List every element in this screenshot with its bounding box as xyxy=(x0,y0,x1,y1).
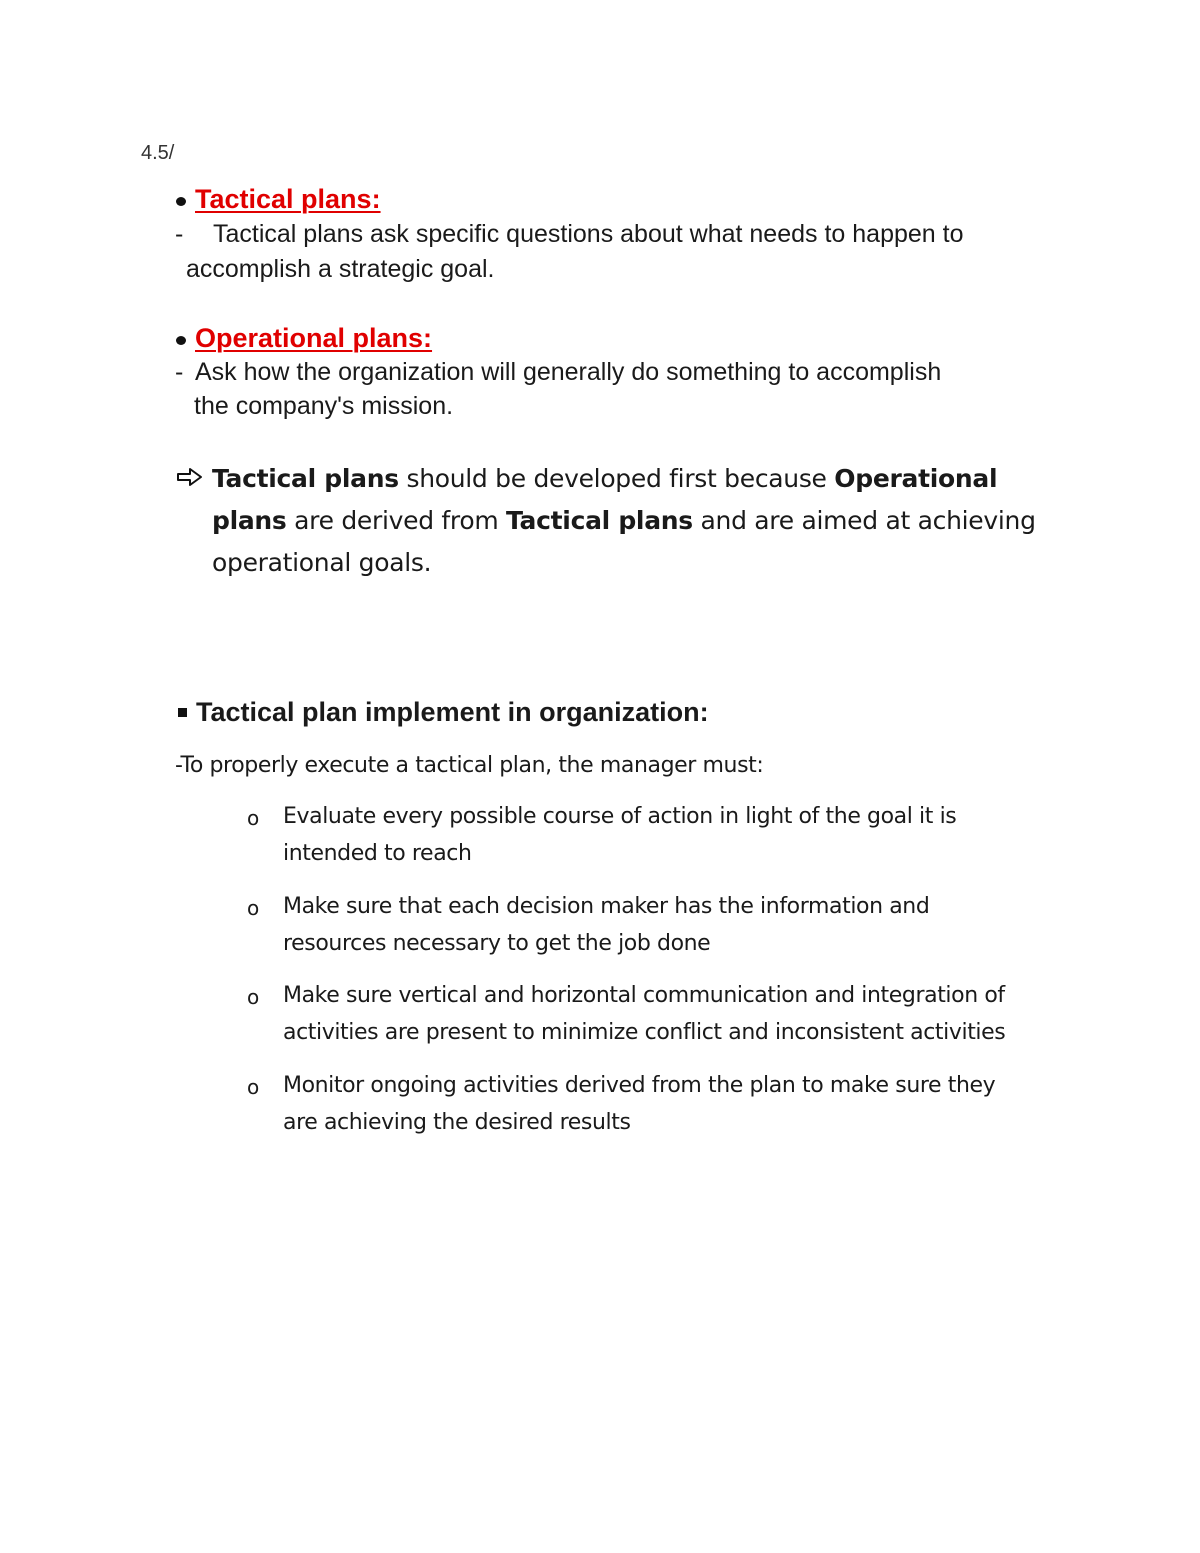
circle-bullet-icon: o xyxy=(247,1075,260,1099)
tactical-plans-line-1: Tactical plans ask specific questions about what needs to happen to xyxy=(213,220,964,248)
tactical-plans-line-2: accomplish a strategic goal. xyxy=(186,255,495,283)
list-item-2-line-2: resources necessary to get the job done xyxy=(283,931,711,956)
dash-marker: - xyxy=(175,220,184,248)
arrow-right-icon xyxy=(176,466,204,488)
circle-bullet-icon: o xyxy=(247,896,260,920)
list-item-4-line-2: are achieving the desired results xyxy=(283,1110,631,1135)
bullet-dot-icon xyxy=(176,336,186,345)
list-item-4-line-1: Monitor ongoing activities derived from the plan to make sure they xyxy=(283,1073,996,1098)
conclusion-line-2: plans are derived from Tactical plans and are aimed at achieving xyxy=(212,506,1036,535)
operational-plans-heading: Operational plans: xyxy=(195,323,433,353)
section-number: 4.5/ xyxy=(141,142,175,164)
circle-bullet-icon: o xyxy=(247,806,260,830)
tactical-plans-heading: Tactical plans: xyxy=(195,184,381,214)
list-item-1-line-2: intended to reach xyxy=(283,841,472,866)
circle-bullet-icon: o xyxy=(247,985,260,1009)
operational-plans-line-2: the company's mission. xyxy=(194,392,454,420)
implementation-heading: Tactical plan implement in organization: xyxy=(196,697,709,727)
list-item-3-line-1: Make sure vertical and horizontal communication and integration of xyxy=(283,983,1005,1008)
implementation-intro: -To properly execute a tactical plan, the manager must: xyxy=(175,753,764,778)
conclusion-line-3: operational goals. xyxy=(212,548,432,577)
list-item-3-line-2: activities are present to minimize conflict and inconsistent activities xyxy=(283,1020,1006,1045)
operational-plans-line-1: Ask how the organization will generally do something to accomplish xyxy=(195,358,942,386)
list-item-2-line-1: Make sure that each decision maker has the information and xyxy=(283,894,930,919)
dash-marker: - xyxy=(175,358,184,386)
bullet-dot-icon xyxy=(176,197,186,206)
conclusion-line-1: Tactical plans should be developed first because Operational xyxy=(212,464,998,493)
list-item-1-line-1: Evaluate every possible course of action in light of the goal it is xyxy=(283,804,957,829)
square-bullet-icon xyxy=(178,708,187,717)
